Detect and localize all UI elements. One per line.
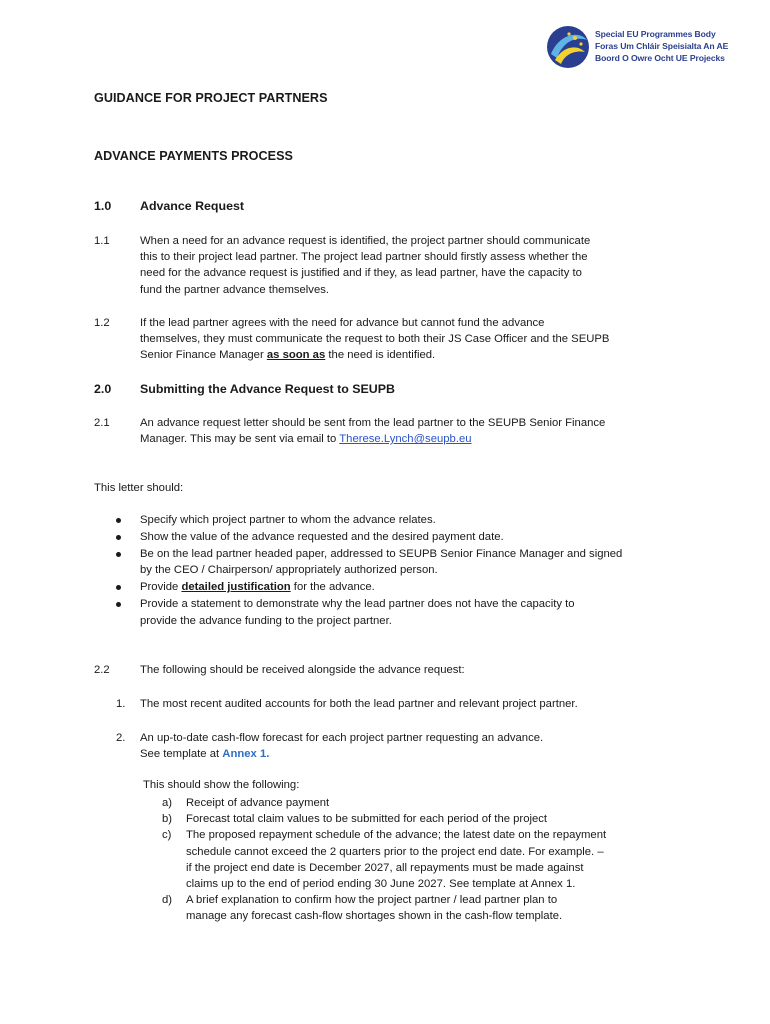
logo-line-1: Special EU Programmes Body <box>595 29 716 39</box>
para-2-1 <box>140 415 680 447</box>
list-item <box>140 827 680 892</box>
bullet-icon <box>116 585 121 590</box>
list-item-text: provide the advance funding to the project partner. <box>140 614 392 627</box>
list-item-text: Receipt of advance payment <box>186 797 330 809</box>
seupb-logo-mark-icon <box>545 24 591 70</box>
list-item <box>116 512 682 529</box>
list-item <box>116 529 682 546</box>
annex-1-reference: Annex 1 <box>222 748 267 761</box>
text-run: See template at <box>140 748 223 761</box>
list-item-text: by the CEO / Chairperson/ appropriately authorized person. <box>140 564 438 577</box>
para-line: this to their project lead partner. The project lead partner should firstly assess whether the <box>140 251 588 264</box>
item-text <box>140 746 269 762</box>
letter-requirements-list <box>116 512 682 630</box>
para-line: The following should be received alongside the advance request: <box>140 664 465 676</box>
list-item-text: Specify which project partner to whom the advance relates. <box>140 514 436 526</box>
para-1-2-number: 1.2 <box>94 317 110 329</box>
document-subtitle: ADVANCE PAYMENTS PROCESS <box>94 149 294 163</box>
text-run: for the advance. <box>290 581 375 594</box>
list-item <box>140 811 680 827</box>
text-run: the need is identified. <box>325 349 436 362</box>
item-text: An up-to-date cash-flow forecast for each project partner requesting an advance. <box>140 732 544 744</box>
para-2-2 <box>140 662 680 678</box>
bullet-icon <box>116 535 121 540</box>
document-title: GUIDANCE FOR PROJECT PARTNERS <box>94 91 328 105</box>
section-2-number: 2.0 <box>94 382 112 396</box>
emphasis-as-soon-as: as soon as <box>266 349 326 362</box>
para-line: When a need for an advance request is identified, the project partner should communicate <box>140 235 591 247</box>
list-item <box>140 795 680 811</box>
seupb-logo <box>545 24 755 72</box>
list-item-text: schedule cannot exceed the 2 quarters prior to the project end date. For example. – <box>186 845 604 858</box>
list-item-text: if the project end date is December 2027, all repayments must be made against <box>186 861 584 874</box>
text-run: . <box>266 748 270 761</box>
text-run: Provide <box>140 581 182 594</box>
item-letter: b) <box>162 813 173 826</box>
list-item-text: Show the value of the advance requested and the desired payment date. <box>140 530 504 543</box>
show-intro: This should show the following: <box>143 779 300 791</box>
email-link[interactable]: Therese.Lynch@seupb.eu <box>339 433 472 446</box>
logo-line-2: Foras Um Chláir Speisialta An AE <box>595 41 729 51</box>
item-text: The most recent audited accounts for both the lead partner and relevant project partner. <box>140 698 578 710</box>
logo-line-3: Boord O Owre Ocht UE Projecks <box>595 53 725 63</box>
text-run: Senior Finance Manager <box>140 349 267 362</box>
list-item <box>116 579 682 596</box>
list-item <box>116 596 682 630</box>
list-item-text: Provide a statement to demonstrate why the lead partner does not have the capacity to <box>140 597 575 610</box>
para-line: themselves, they must communicate the request to both their JS Case Officer and the SEUPB <box>140 333 610 346</box>
section-2-title: Submitting the Advance Request to SEUPB <box>140 382 395 396</box>
list-item-text: claims up to the end of period ending 30 June 2027. See template at Annex 1. <box>186 878 576 891</box>
list-item-text: A brief explanation to confirm how the project partner / lead partner plan to <box>186 894 558 907</box>
list-item-text: manage any forecast cash-flow shortages shown in the cash-flow template. <box>186 910 563 923</box>
list-item <box>116 546 682 580</box>
para-line <box>140 431 680 447</box>
para-1-2 <box>140 315 680 364</box>
text-run: Manager. This may be sent via email to <box>140 433 340 446</box>
list-item-text: Be on the lead partner headed paper, addressed to SEUPB Senior Finance Manager and signed <box>140 547 623 560</box>
para-line: If the lead partner agrees with the need for advance but cannot fund the advance <box>140 317 545 329</box>
item-letter: d) <box>162 894 173 907</box>
item-letter: a) <box>162 797 173 809</box>
bullet-icon <box>116 602 121 607</box>
section-1-number: 1.0 <box>94 199 112 213</box>
section-1-title: Advance Request <box>140 199 244 213</box>
item-number: 2. <box>116 732 126 744</box>
list-item-text: The proposed repayment schedule of the advance; the latest date on the repayment <box>186 829 607 842</box>
para-line: An advance request letter should be sent from the lead partner to the SEUPB Senior Finance <box>140 417 606 429</box>
para-line <box>140 347 680 363</box>
emphasis-detailed-justification: detailed justification <box>181 581 291 594</box>
bullet-icon <box>116 552 121 557</box>
bullet-icon <box>116 518 121 523</box>
para-line: need for the advance request is justified and if they, as lead partner, have the capacity to <box>140 267 582 280</box>
para-1-1-number: 1.1 <box>94 235 110 247</box>
para-2-2-number: 2.2 <box>94 664 110 676</box>
para-2-1-number: 2.1 <box>94 417 110 429</box>
item-number: 1. <box>116 698 126 710</box>
letter-intro: This letter should: <box>94 482 184 494</box>
item-letter: c) <box>162 829 172 842</box>
list-item <box>140 892 680 924</box>
para-1-1 <box>140 233 680 298</box>
list-item-text: Forecast total claim values to be submitted for each period of the project <box>186 813 548 826</box>
cashflow-requirements-list <box>140 795 680 925</box>
para-line: fund the partner advance themselves. <box>140 283 330 296</box>
